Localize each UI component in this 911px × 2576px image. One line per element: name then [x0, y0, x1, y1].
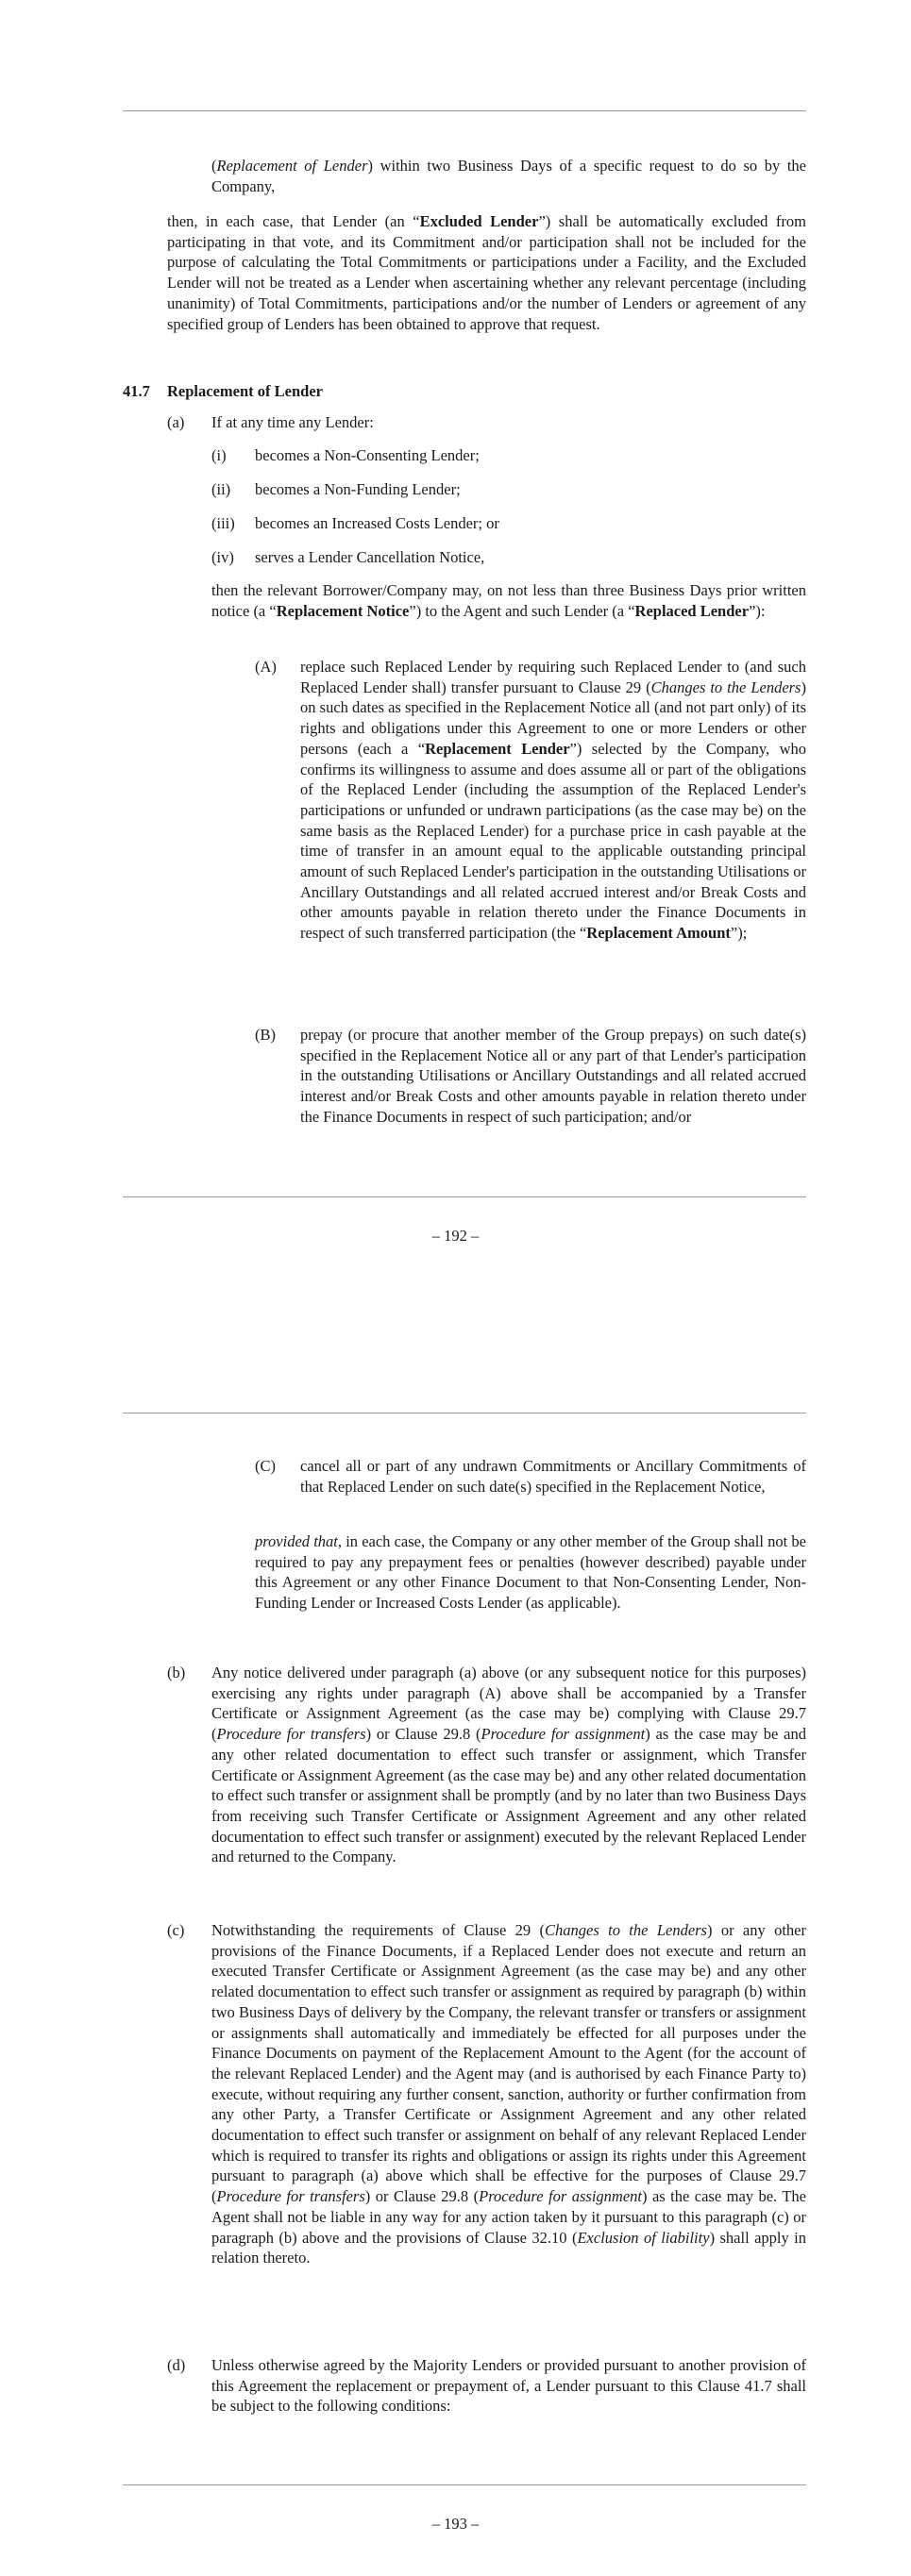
item-b-label: (B) [255, 1026, 276, 1044]
para-a-label: (a) [167, 413, 185, 431]
para-b-label: (b) [167, 1664, 186, 1681]
item-a-text: replace such Replaced Lender by requiring such Replaced Lender to (and such Replaced Lender shall) transfer pursuant to Clause 29 (Changes to the Lenders) on such dates as specified in the Replacement Notice all (and not part only) of its rights and obligations under this Agreement to one or more Lenders or other persons (each a “Replacement Lender”) selected by the Company, who confirms its willingness to assume and does assume all or part of the obligations of the Replaced Lender (including the assumption of the Replaced Lender's participations or unfunded or undrawn participations (as the case may be) on the same basis as the Replaced Lender) for a purchase price in cash payable at the time of transfer in an amount equal to the applicable outstanding principal amount of such Replaced Lender's participation in the outstanding Utilisations or Ancillary Outstandings and all related accrued interest and/or Break Costs and other amounts payable in relation thereto under the Finance Documents in respect of such transferred participation (the “Replacement Amount”); [300, 658, 806, 943]
item-b-text: prepay (or procure that another member of the Group prepays) on such date(s) specified in the Replacement Notice all or any part of that Lender's participation in the outstanding Utilisations or Ancillary Outstandings and all related accrued interest and/or Break Costs and other amounts payable in relation thereto under the Finance Documents in respect of such participation; and/or [300, 1026, 806, 1126]
para-c-label: (c) [167, 1921, 185, 1939]
sub-item-text: becomes an Increased Costs Lender; or [255, 514, 499, 532]
replacement-notice-paragraph: then the relevant Borrower/Company may, on not less than three Business Days prior written notice (a “Replacement Notice”) to the Agent and such Lender (a “Replaced Lender”): [211, 581, 806, 620]
sub-item-text: serves a Lender Cancellation Notice, [255, 548, 485, 566]
item-c-label: (C) [255, 1457, 276, 1475]
header-rule [123, 110, 806, 111]
sub-item-label: (iii) [211, 514, 235, 532]
clause-number: 41.7 [123, 382, 150, 400]
para-c-text: Notwithstanding the requirements of Clause 29 (Changes to the Lenders) or any other provisions of the Finance Documents, if a Replaced Lender does not execute and return an executed Transfer Certificate or Assignment Agreement (as the case may be) and any other related documentation to effect such transfer or assignment as required by paragraph (b) within two Business Days of delivery by the Company, the relevant transfer or transfers or assignment or assignments shall automatically and immediately be effected for all purposes under the Finance Documents on payment of the Replacement Amount to the Agent (for the account of the relevant Replaced Lender) and the Agent may (and is authorised by each Finance Party to) execute, without requiring any further consent, sanction, authority or further confirmation from any other Party, a Transfer Certificate or Assignment Agreement and any other related documentation to effect such transfer or assignment on behalf of any relevant Replaced Lender which is required to transfer its rights and obligations or assign its rights under this Agreement pursuant to paragraph (a) above which shall be effective for the purposes of Clause 29.7 (Procedure for transfers) or Clause 29.8 (Procedure for assignment) as the case may be. The Agent shall not be liable in any way for any action taken by it pursuant to this paragraph (c) or paragraph (b) above and the provisions of Clause 32.10 (Exclusion of liability) shall apply in relation thereto. [211, 1921, 806, 2267]
item-a-label: (A) [255, 658, 277, 676]
carry-over-text: (Replacement of Lender) within two Business Days of a specific request to do so by the Company, [211, 157, 806, 195]
footer-rule [123, 1196, 806, 1197]
sub-item-label: (iv) [211, 548, 234, 566]
page-number: – 193 – [431, 2515, 480, 2533]
clause-title: Replacement of Lender [167, 382, 323, 400]
proviso-paragraph: provided that, in each case, the Company or any other member of the Group shall not be required to pay any prepayment fees or penalties (however described) payable under this Agreement or any other Finance Document to that Non-Consenting Lender, Non-Funding Lender or Increased Costs Lender (as applicable). [255, 1532, 806, 1613]
page-number: – 192 – [431, 1227, 480, 1245]
sub-item-label: (i) [211, 446, 227, 464]
sub-item-text: becomes a Non-Funding Lender; [255, 480, 461, 498]
para-d-label: (d) [167, 2356, 186, 2374]
page-193 [0, 1288, 911, 2576]
para-a-text: If at any time any Lender: [211, 413, 374, 431]
sub-item-label: (ii) [211, 480, 231, 498]
sub-item-text: becomes a Non-Consenting Lender; [255, 446, 480, 464]
excluded-lender-paragraph: then, in each case, that Lender (an “Excluded Lender”) shall be automatically excluded from participating in that vote, and its Commitment and/or participation shall not be included for the purpose of calculating the Total Commitments or participations under a Facility, and the Excluded Lender will not be treated as a Lender when ascertaining whether any relevant percentage (including unanimity) of Total Commitments, participations and/or the number of Lenders or agreement of any specified group of Lenders has been obtained to approve that request. [167, 212, 806, 333]
para-b-text: Any notice delivered under paragraph (a) above (or any subsequent notice for this purposes) exercising any rights under paragraph (A) above shall be accompanied by a Transfer Certificate or Assignment Agreement (as the case may be) complying with Clause 29.7 (Procedure for transfers) or Clause 29.8 (Procedure for assignment) as the case may be and any other related documentation to effect such transfer or assignment, which Transfer Certificate or Assignment Agreement (as the case may be) and any other related documentation to effect such transfer or assignment shall be promptly (and by no later than two Business Days from receiving such Transfer Certificate or Assignment Agreement and any other related documentation to effect such transfer or assignment) executed by the relevant Replaced Lender and returned to the Company. [211, 1664, 806, 1866]
para-d-text: Unless otherwise agreed by the Majority Lenders or provided pursuant to another provision of this Agreement the replacement or prepayment of, a Lender pursuant to this Clause 41.7 shall be subject to the following conditions: [211, 2356, 806, 2416]
footer-rule [123, 2484, 806, 2485]
item-c-text: cancel all or part of any undrawn Commitments or Ancillary Commitments of that Replaced Lender on such date(s) specified in the Replacement Notice, [300, 1457, 806, 1496]
